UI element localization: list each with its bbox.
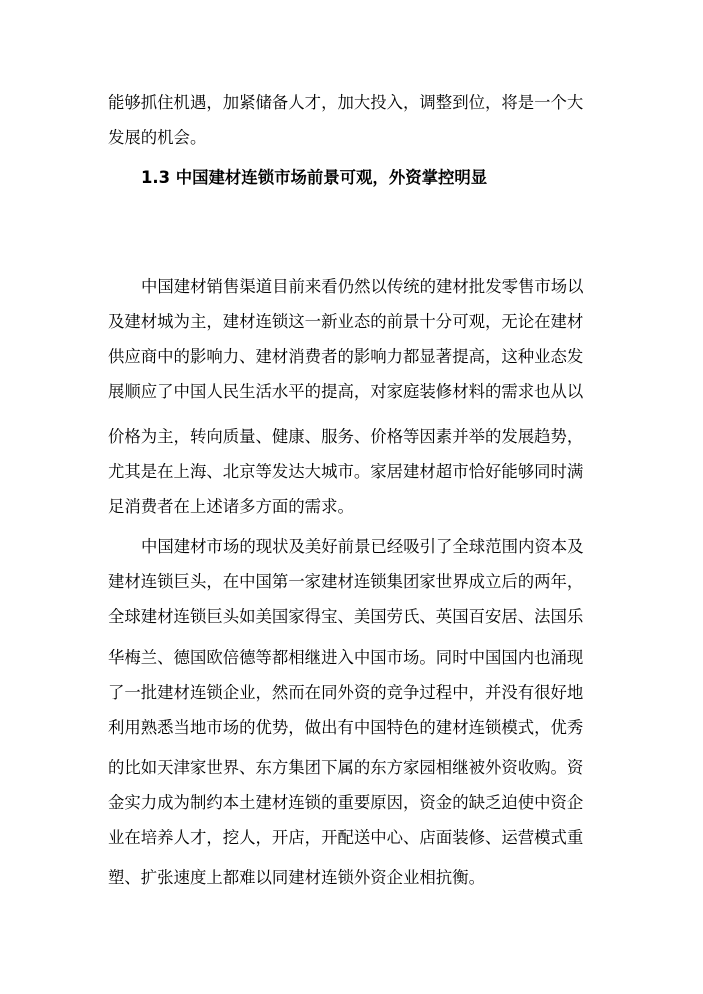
paragraph2-line: 金实力成为制约本土建材连锁的重要原因，资金的缺乏迫使中资企 (108, 793, 584, 812)
paragraph1-line: 供应商中的影响力、建材消费者的影响力都显著提高，这种业态发 (108, 347, 584, 366)
paragraph2-line: 塑、扩张速度上都难以同建材连锁外资企业相抗衡。 (108, 868, 485, 887)
paragraph1-line: 展顺应了中国人民生活水平的提高，对家庭装修材料的需求也从以 (108, 382, 584, 401)
paragraph1-line: 价格为主，转向质量、健康、服务、价格等因素并举的发展趋势， (108, 427, 584, 446)
paragraph2-line: 业在培养人才，挖人，开店，开配送中心、店面装修、运营模式重 (108, 828, 584, 847)
paragraph1-line: 尤其是在上海、北京等发达大城市。家居建材超市恰好能够同时满 (108, 462, 584, 481)
paragraph2-line: 利用熟悉当地市场的优势，做出有中国特色的建材连锁模式，优秀 (108, 718, 584, 737)
section-heading: 1.3 中国建材连锁市场前景可观，外资掌控明显 (141, 168, 488, 187)
paragraph1-line: 中国建材销售渠道目前来看仍然以传统的建材批发零售市场以 (141, 277, 584, 296)
intro-line: 发展的机会。 (108, 128, 207, 147)
paragraph2-line: 中国建材市场的现状及美好前景已经吸引了全球范围内资本及 (141, 537, 584, 556)
paragraph2-line: 华梅兰、德国欧倍德等都相继进入中国市场。同时中国国内也涌现 (108, 648, 584, 667)
paragraph1-line: 及建材城为主，建材连锁这一新业态的前景十分可观，无论在建材 (108, 312, 584, 331)
paragraph2-line: 了一批建材连锁企业，然而在同外资的竞争过程中，并没有很好地 (108, 683, 584, 702)
paragraph1-line: 足消费者在上述诸多方面的需求。 (108, 497, 354, 516)
intro-line: 能够抓住机遇，加紧储备人才，加大投入，调整到位，将是一个大 (108, 93, 584, 112)
paragraph2-line: 的比如天津家世界、东方集团下属的东方家园相继被外资收购。资 (108, 758, 584, 777)
paragraph2-line: 全球建材连锁巨头如美国家得宝、美国劳氏、英国百安居、法国乐 (108, 607, 584, 626)
paragraph2-line: 建材连锁巨头，在中国第一家建材连锁集团家世界成立后的两年， (108, 572, 584, 591)
